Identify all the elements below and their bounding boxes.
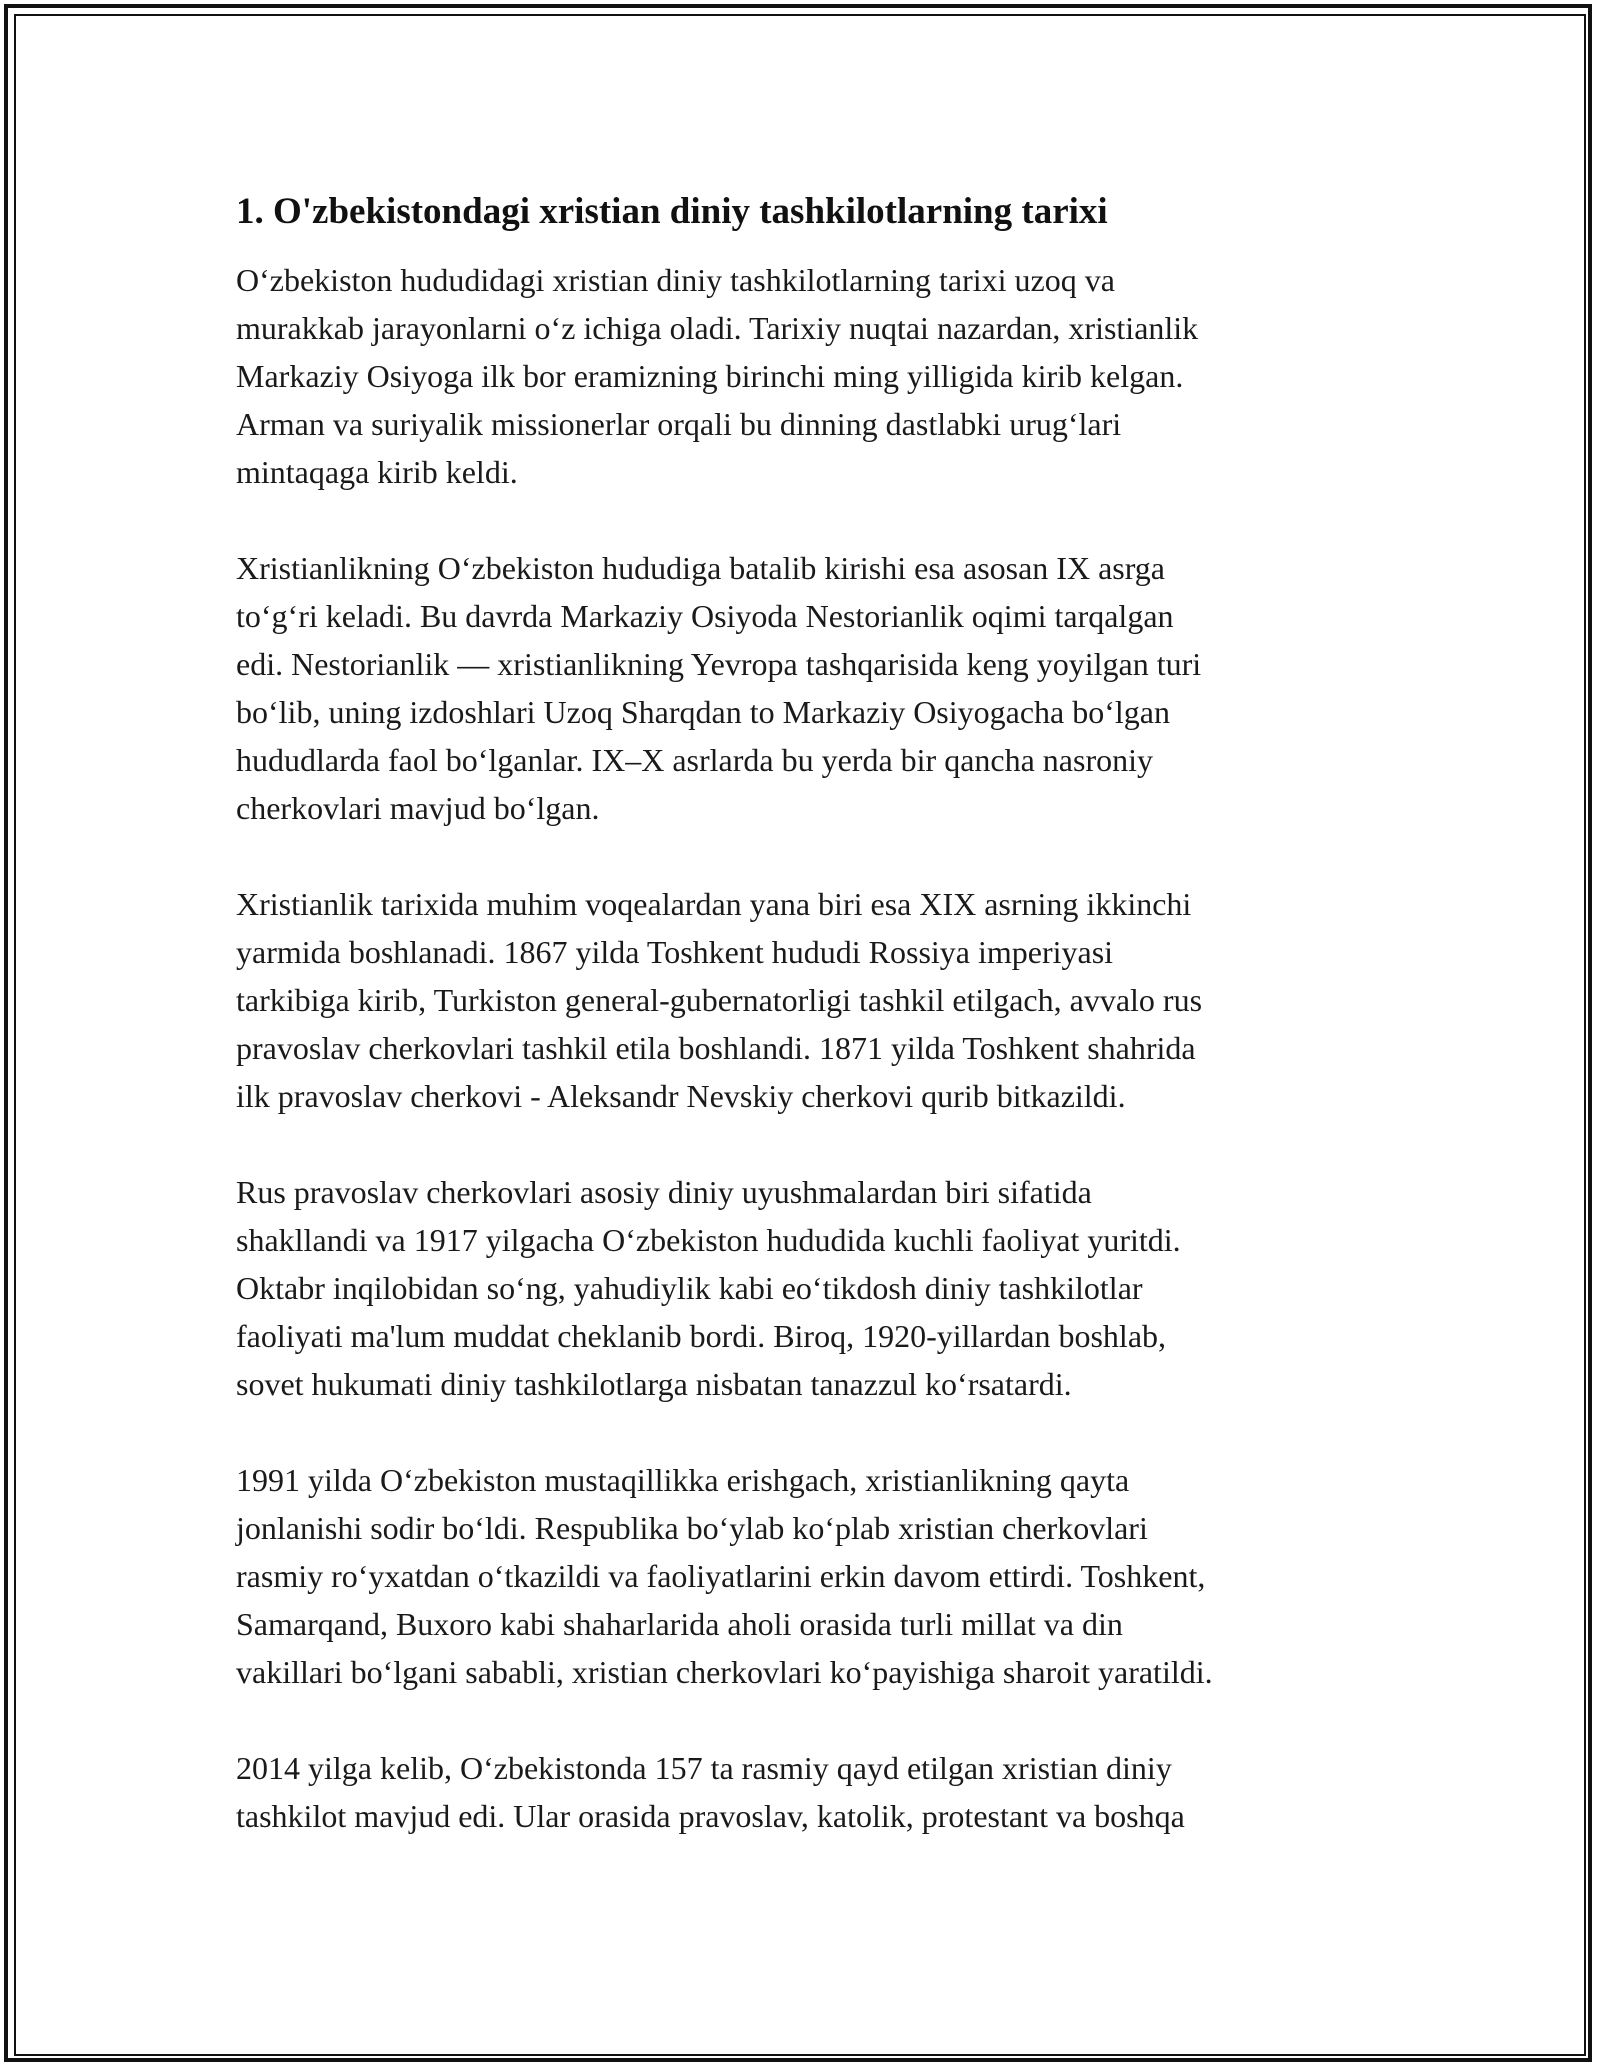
paragraph-list [236, 256, 1376, 1840]
paragraph-line: Arman va suriyalik missionerlar orqali bu dinning dastlabki urug‘lari [236, 406, 1122, 442]
paragraph-line: Xristianlik tarixida muhim voqealardan yana biri esa XIX asrning ikkinchi [236, 886, 1192, 922]
paragraph [236, 544, 1376, 832]
section-heading: 1. O'zbekistondagi xristian diniy tashkilotlarning tarixi [236, 191, 1108, 232]
paragraph-line: O‘zbekiston hududidagi xristian diniy tashkilotlarning tarixi uzoq va [236, 262, 1115, 298]
paragraph-line: sovet hukumati diniy tashkilotlarga nisbatan tanazzul ko‘rsatardi. [236, 1366, 1072, 1402]
paragraph-line: yarmida boshlanadi. 1867 yilda Toshkent hududi Rossiya imperiyasi [236, 934, 1114, 970]
paragraph-line: ilk pravoslav cherkovi - Aleksandr Nevskiy cherkovi qurib bitkazildi. [236, 1078, 1126, 1114]
paragraph-line: cherkovlari mavjud bo‘lgan. [236, 790, 600, 826]
paragraph-line: tarkibiga kirib, Turkiston general-gubernatorligi tashkil etilgach, avvalo rus [236, 982, 1203, 1018]
paragraph-line: Oktabr inqilobidan so‘ng, yahudiylik kabi eo‘tikdosh diniy tashkilotlar [236, 1270, 1143, 1306]
paragraph-line: vakillari bo‘lgani sababli, xristian cherkovlari ko‘payishiga sharoit yaratildi. [236, 1654, 1213, 1690]
paragraph-line: 2014 yilga kelib, O‘zbekistonda 157 ta rasmiy qayd etilgan xristian diniy [236, 1750, 1172, 1786]
paragraph [236, 1744, 1376, 1840]
paragraph-line: jonlanishi sodir bo‘ldi. Respublika bo‘ylab ko‘plab xristian cherkovlari [236, 1510, 1148, 1546]
paragraph [236, 256, 1376, 496]
paragraph-line: Xristianlikning O‘zbekiston hududiga batalib kirishi esa asosan IX asrga [236, 550, 1165, 586]
paragraph-line: tashkilot mavjud edi. Ular orasida pravoslav, katolik, protestant va boshqa [236, 1798, 1185, 1834]
paragraph-line: to‘g‘ri keladi. Bu davrda Markaziy Osiyoda Nestorianlik oqimi tarqalgan [236, 598, 1174, 634]
paragraph [236, 880, 1376, 1120]
paragraph-line: hududlarda faol bo‘lganlar. IX–X asrlarda bu yerda bir qancha nasroniy [236, 742, 1153, 778]
paragraph-line: 1991 yilda O‘zbekiston mustaqillikka erishgach, xristianlikning qayta [236, 1462, 1130, 1498]
paragraph-line: faoliyati ma'lum muddat cheklanib bordi. Biroq, 1920-yillardan boshlab, [236, 1318, 1167, 1354]
paragraph-line: mintaqaga kirib keldi. [236, 454, 518, 490]
paragraph-line: Samarqand, Buxoro kabi shaharlarida aholi orasida turli millat va din [236, 1606, 1123, 1642]
paragraph-line: pravoslav cherkovlari tashkil etila boshlandi. 1871 yilda Toshkent shahrida [236, 1030, 1196, 1066]
paragraph [236, 1456, 1376, 1696]
document-body [236, 188, 1376, 1888]
paragraph-line: edi. Nestorianlik — xristianlikning Yevropa tashqarisida keng yoyilgan turi [236, 646, 1202, 682]
paragraph-line: Rus pravoslav cherkovlari asosiy diniy uyushmalardan biri sifatida [236, 1174, 1092, 1210]
paragraph-line: bo‘lib, uning izdoshlari Uzoq Sharqdan to Markaziy Osiyogacha bo‘lgan [236, 694, 1170, 730]
paragraph-line: Markaziy Osiyoga ilk bor eramizning birinchi ming yilligida kirib kelgan. [236, 358, 1184, 394]
paragraph-line: shakllandi va 1917 yilgacha O‘zbekiston hududida kuchli faoliyat yuritdi. [236, 1222, 1181, 1258]
paragraph [236, 1168, 1376, 1408]
paragraph-line: murakkab jarayonlarni o‘z ichiga oladi. Tarixiy nuqtai nazardan, xristianlik [236, 310, 1199, 346]
paragraph-line: rasmiy ro‘yxatdan o‘tkazildi va faoliyatlarini erkin davom ettirdi. Toshkent, [236, 1558, 1206, 1594]
